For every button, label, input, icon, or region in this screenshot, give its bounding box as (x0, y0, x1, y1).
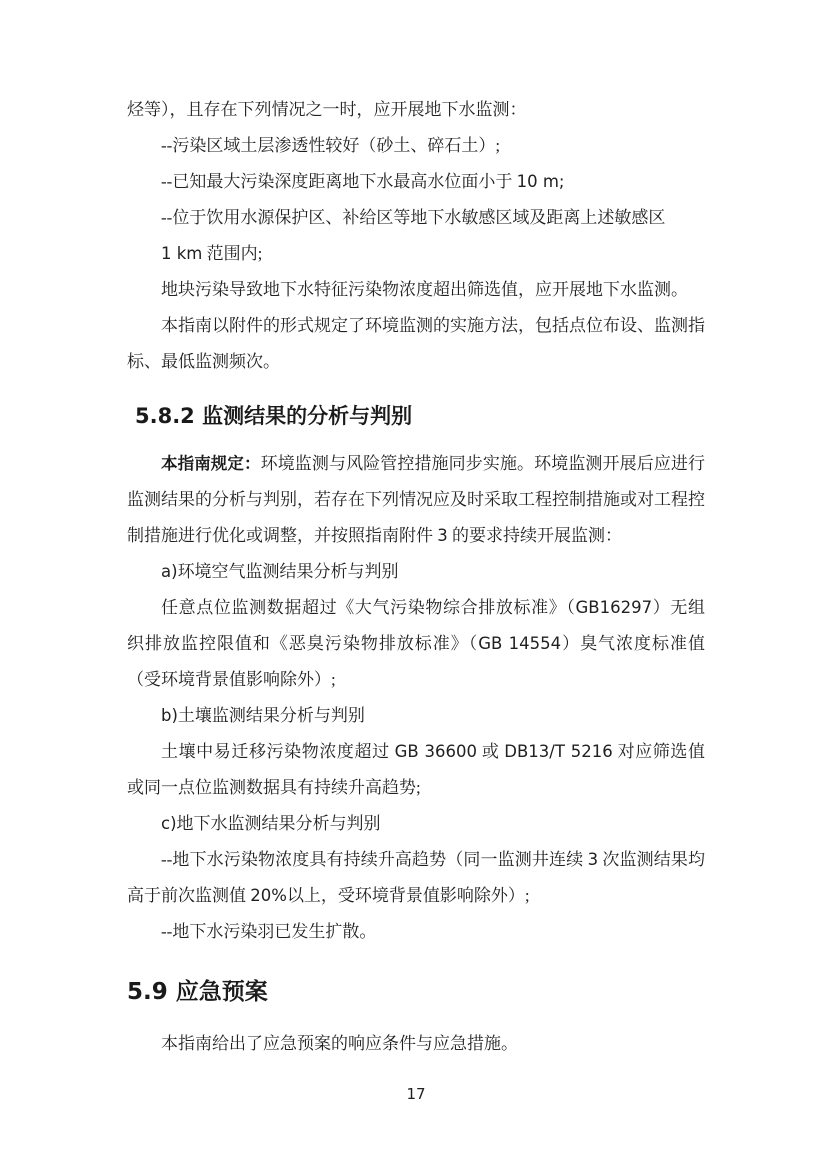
paragraph-groundwater-trend (127, 842, 705, 914)
list-item-sensitive-area-range (127, 236, 705, 272)
standard-code: GB16297 (575, 598, 653, 617)
paragraph-text: ）无组织排放监控限值和《恶臭污染物排放标准》（ (127, 598, 706, 653)
item-label: c) (161, 814, 177, 833)
paragraph-air-criteria (127, 590, 705, 698)
list-item-text: --已知最大污染深度距离地下水最高水位面小于 (161, 172, 517, 191)
heading-text: 5.9 应急预案 (127, 979, 268, 1005)
page-number-text: 17 (406, 1085, 426, 1103)
paragraph-text: 或 (477, 742, 505, 761)
list-item-b (127, 698, 705, 734)
list-item-text: 地下水监测结果分析与判别 (176, 814, 381, 833)
list-item-text: 土壤监测结果分析与判别 (177, 706, 365, 725)
list-item-text: --地下水污染羽已发生扩散。 (161, 922, 377, 941)
paragraph-annex-method (127, 308, 705, 380)
list-item-text: --污染区域土层渗透性较好（砂土、碎石土）; (161, 136, 501, 155)
list-item-soil-permeability (127, 128, 705, 164)
list-item-text: 环境空气监测结果分析与判别 (177, 562, 399, 581)
paragraph-text: 烃等），且存在下列情况之一时，应开展地下水监测： (127, 100, 527, 119)
paragraph-text: ）臭气浓度标准值（受环境背景值影响除外）; (127, 634, 705, 689)
list-item-pollution-depth (127, 164, 705, 200)
count-number: 3 (587, 850, 599, 869)
paragraph-text: 以上，受环境背景值影响除外）; (286, 886, 530, 905)
percent-value: 20% (250, 886, 287, 905)
measurement-value: 10 m; (516, 172, 565, 191)
list-item-plume (127, 914, 705, 950)
standard-code: GB 14554 (478, 634, 562, 653)
paragraph-text: 环境监测与风险管控措施同步实施。环境监测开展后应进行监测结果的分析与判别，若存在下列情况应及时采取工程控制措施或对工程控制措施进行优化或调整，并按照指南附件 (127, 454, 706, 545)
paragraph-text: 次监测结果均高于前次监测值 (127, 850, 706, 905)
paragraph-text: 本指南以附件的形式规定了环境监测的实施方法，包括点位布设、监测指标、最低监测频次。 (127, 316, 705, 371)
item-label: a) (161, 562, 178, 581)
paragraph-text: 的要求持续开展监测： (447, 526, 622, 545)
list-item-c (127, 806, 705, 842)
paragraph-text: --地下水污染物浓度具有持续升高趋势（同一监测井连续 (161, 850, 588, 869)
item-label: b) (161, 706, 178, 725)
section-heading-59 (127, 972, 705, 1012)
paragraph-guide-rule (127, 446, 705, 554)
list-item-sensitive-area (127, 200, 705, 236)
standard-code: DB13/T 5216 (504, 742, 613, 761)
paragraph-text: 任意点位监测数据超过《大气污染物综合排放标准》（ (161, 598, 576, 617)
paragraph-text: 地块污染导致地下水特征污染物浓度超出筛选值，应开展地下水监测。 (161, 280, 688, 299)
paragraph-text: 土壤中易迁移污染物浓度超过 (161, 742, 395, 761)
heading-text: 5.8.2 监测结果的分析与判别 (135, 404, 413, 428)
measurement-value: 1 km (161, 244, 203, 263)
list-item-a (127, 554, 705, 590)
page-number (127, 1076, 705, 1112)
paragraph-continuation (127, 92, 705, 128)
paragraph-text: 对应筛选值或同一点位监测数据具有持续升高趋势; (127, 742, 705, 797)
paragraph-text: 本指南给出了应急预案的响应条件与应急措施。 (161, 1034, 518, 1053)
paragraph-screening-value (127, 272, 705, 308)
section-heading-582 (135, 398, 705, 434)
paragraph-soil-criteria (127, 734, 705, 806)
list-item-text: --位于饮用水源保护区、补给区等地下水敏感区域及距离上述敏感区 (161, 208, 666, 227)
list-item-text: 范围内; (202, 244, 263, 263)
standard-code: GB 36600 (394, 742, 477, 761)
paragraph-emergency-plan (127, 1026, 705, 1062)
bold-lead-text: 本指南规定： (161, 454, 261, 473)
annex-number: 3 (437, 526, 448, 545)
